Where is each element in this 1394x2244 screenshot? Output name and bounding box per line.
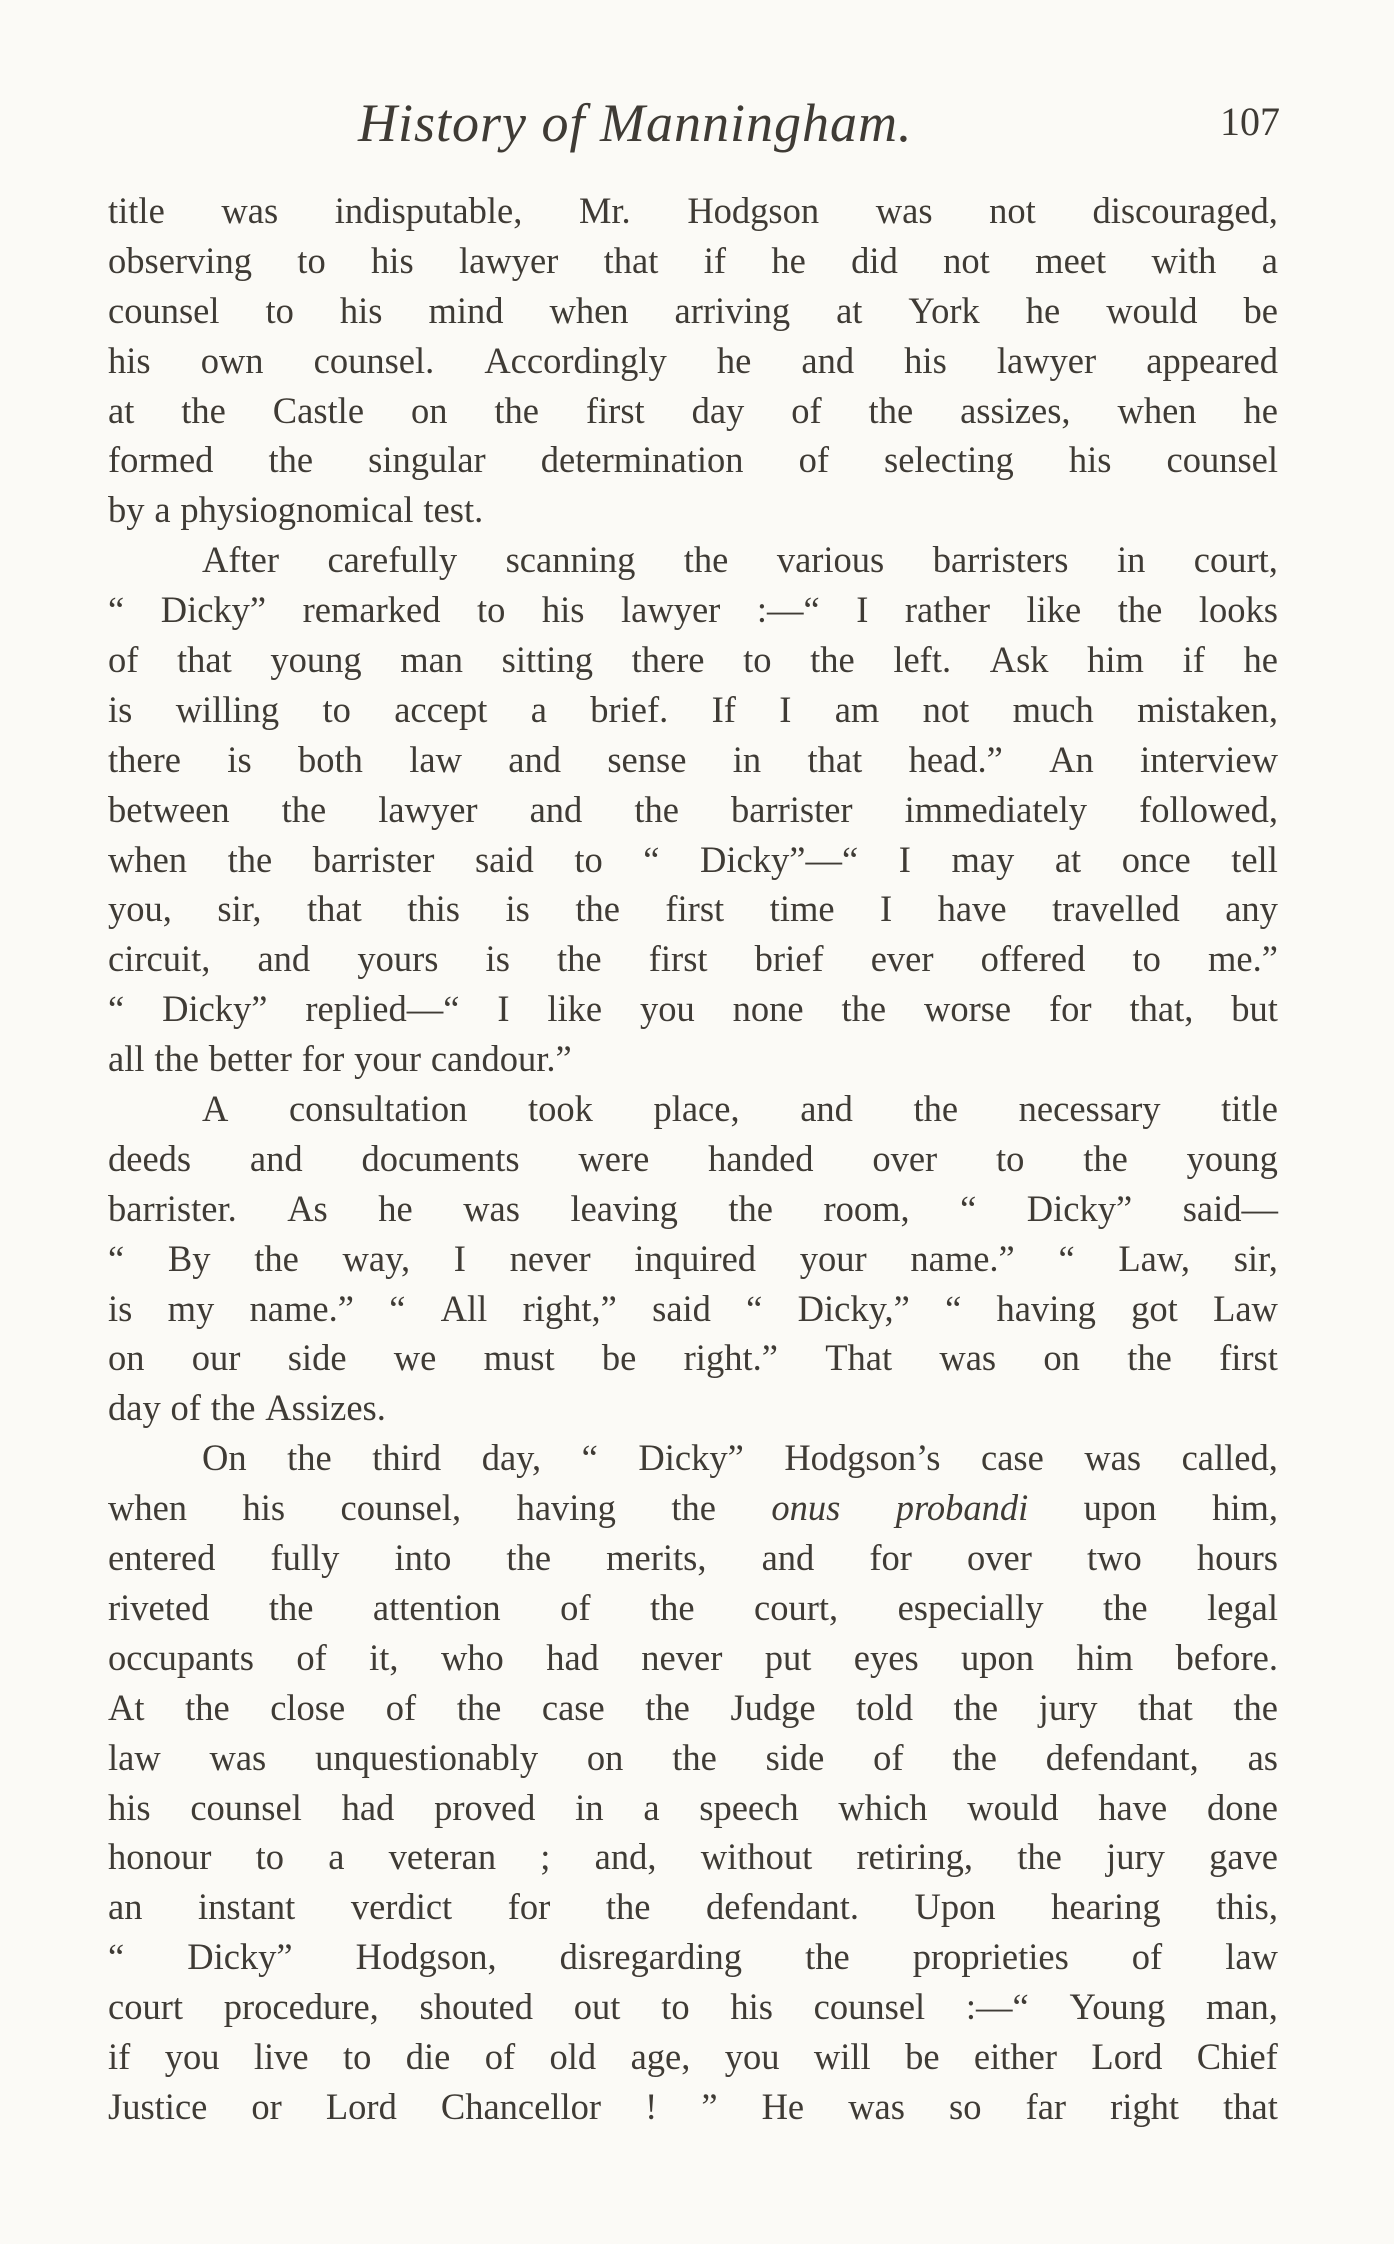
text-line: on our side we must be right.” That was on the first <box>108 1337 1278 1379</box>
text-line: his own counsel. Accordingly he and his lawyer appeared <box>108 339 1278 381</box>
text-line: riveted the attention of the court, especially the legal <box>108 1586 1278 1628</box>
text-line: entered fully into the merits, and for over two hours <box>108 1537 1278 1579</box>
text-line: is my name.” “ All right,” said “ Dicky,” “ having got Law <box>108 1287 1278 1329</box>
text-line: occupants of it, who had never put eyes upon him before. <box>108 1636 1278 1678</box>
text-line: formed the singular determination of selecting his counsel <box>108 439 1278 481</box>
text-line: there is both law and sense in that head.” An interview <box>108 738 1278 780</box>
text-line: all the better for your candour.” <box>108 1038 572 1080</box>
text-line: an instant verdict for the defendant. Upon hearing this, <box>108 1886 1278 1928</box>
text-line: when his counsel, having the onus probandi upon him, <box>108 1487 1278 1529</box>
text-line: honour to a veteran ; and, without retiring, the jury gave <box>108 1836 1278 1878</box>
text-line: “ Dicky” replied—“ I like you none the worse for that, but <box>108 988 1278 1030</box>
text-line: is willing to accept a brief. If I am not much mistaken, <box>108 688 1278 730</box>
text-line: day of the Assizes. <box>108 1387 386 1429</box>
text-line: if you live to die of old age, you will be either Lord Chief <box>108 2035 1278 2077</box>
text-line: “ By the way, I never inquired your name.” “ Law, sir, <box>108 1237 1278 1279</box>
text-line: when the barrister said to “ Dicky”—“ I may at once tell <box>108 838 1278 880</box>
text-line: title was indisputable, Mr. Hodgson was not discouraged, <box>108 190 1278 231</box>
text-line: A consultation took place, and the necessary title <box>202 1088 1278 1130</box>
text-line: by a physiognomical test. <box>108 489 484 531</box>
text-line: between the lawyer and the barrister immediately followed, <box>108 788 1278 830</box>
text-line: his counsel had proved in a speech which would have done <box>108 1786 1278 1828</box>
text-line: at the Castle on the first day of the assizes, when he <box>108 389 1278 431</box>
text-line: counsel to his mind when arriving at York he would be <box>108 289 1278 331</box>
body-text <box>108 186 1278 2132</box>
text-line: of that young man sitting there to the left. Ask him if he <box>108 639 1278 681</box>
text-line: court procedure, shouted out to his counsel :—“ Young man, <box>108 1986 1278 2028</box>
text-line: Justice or Lord Chancellor ! ” He was so far right that <box>108 2085 1278 2127</box>
running-title: History of Manningham. <box>358 93 913 153</box>
running-head <box>100 92 1280 162</box>
text-line: On the third day, “ Dicky” Hodgson’s case was called, <box>202 1437 1278 1479</box>
text-line: barrister. As he was leaving the room, “ Dicky” said— <box>108 1187 1278 1229</box>
text-line: “ Dicky” remarked to his lawyer :—“ I rather like the looks <box>108 589 1278 631</box>
text-line: you, sir, that this is the first time I have travelled any <box>108 888 1278 930</box>
text-line: law was unquestionably on the side of the defendant, as <box>108 1736 1278 1778</box>
text-line: At the close of the case the Judge told the jury that the <box>108 1686 1278 1728</box>
text-line: circuit, and yours is the first brief ever offered to me.” <box>108 938 1278 980</box>
text-line: deeds and documents were handed over to the young <box>108 1137 1278 1179</box>
text-line: observing to his lawyer that if he did not meet with a <box>108 239 1278 281</box>
page-number: 107 <box>1220 99 1280 144</box>
text-line: After carefully scanning the various barristers in court, <box>202 539 1278 581</box>
text-line: “ Dicky” Hodgson, disregarding the proprieties of law <box>108 1936 1278 1978</box>
